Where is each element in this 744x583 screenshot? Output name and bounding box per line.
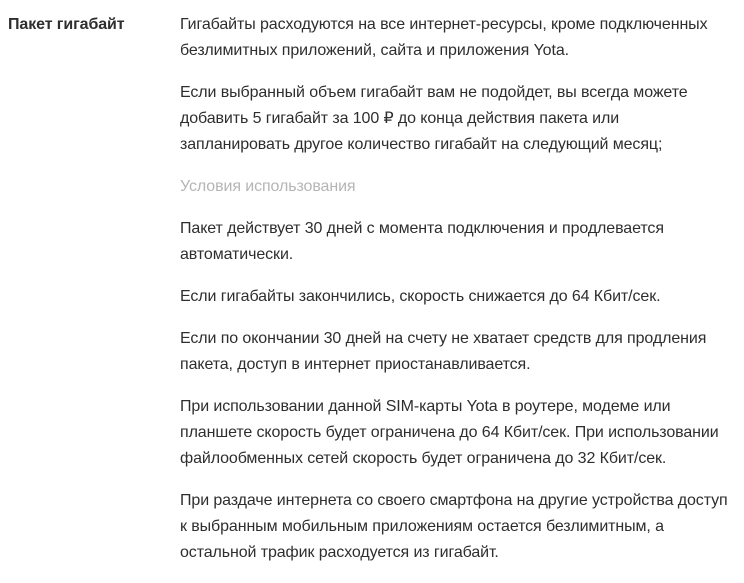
paragraph: Гигабайты расходуются на все интернет-ресурсы, кроме подключенных безлимитных приложений, сайта и приложения Yota. <box>180 16 708 59</box>
section-title: Пакет гигабайт <box>8 16 125 33</box>
paragraph: Пакет действует 30 дней с момента подключения и продлевается автоматически. <box>180 220 664 263</box>
paragraph: Если гигабайты закончились, скорость снижается до 64 Кбит/сек. <box>180 288 661 305</box>
paragraph: При раздаче интернета со своего смартфона на другие устройства доступ к выбранным мобильным приложениям остается безлимитным, а остальной трафик расходуется из гигабайт. <box>180 492 728 561</box>
paragraph: При использовании данной SIM-карты Yota в роутере, модеме или планшете скорость будет ограничена до 64 Кбит/сек. При использовании файлообменных сетей скорость будет ограничена до 32 Кбит/сек. <box>180 398 719 467</box>
section-body <box>180 12 744 582</box>
subsection-heading: Условия использования <box>180 178 356 195</box>
paragraph: Если выбранный объем гигабайт вам не подойдет, вы всегда можете добавить 5 гигабайт за 100 ₽ до конца действия пакета или запланировать другое количество гигабайт на следующий месяц; <box>180 84 688 153</box>
term-column <box>8 12 180 38</box>
paragraph: Если по окончании 30 дней на счету не хватает средств для продления пакета, доступ в интернет приостанавливается. <box>180 330 707 373</box>
